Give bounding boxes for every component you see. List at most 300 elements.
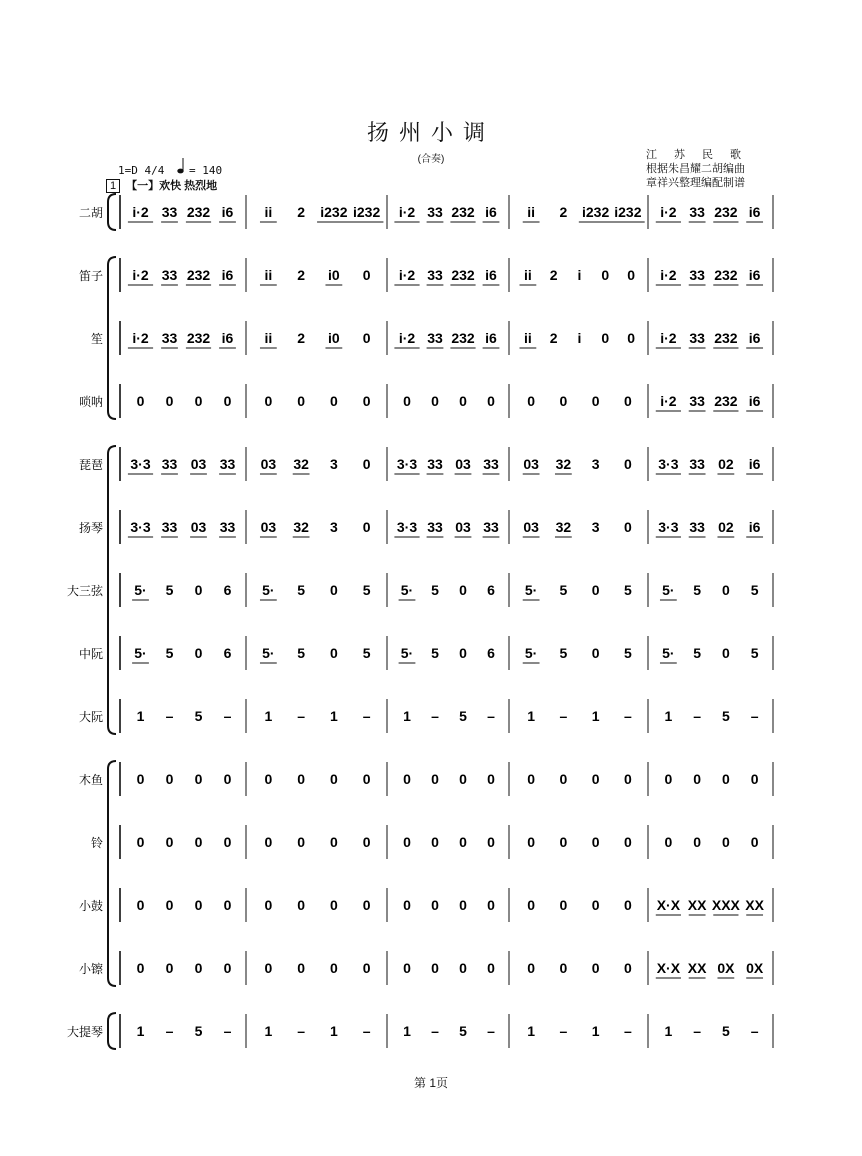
note-token: i·2	[660, 330, 677, 346]
note-token: 02	[718, 519, 734, 535]
note-token: 0	[194, 897, 203, 913]
note-token: ii	[264, 267, 273, 283]
note-token: i·2	[660, 393, 677, 409]
instrument-label: 大阮	[78, 710, 103, 724]
note-token: 5·	[134, 645, 147, 661]
note-token: i·2	[660, 204, 677, 220]
note-token: 3	[591, 456, 600, 472]
note-token: 0	[165, 393, 174, 409]
note-token: 0	[297, 960, 306, 976]
note-token: 3·3	[658, 519, 679, 535]
note-token: 0	[527, 897, 536, 913]
note-token: 33	[219, 456, 236, 472]
note-token: ii	[264, 330, 273, 346]
note-token: 0	[459, 393, 467, 409]
note-token: 33	[689, 330, 705, 346]
note-token: 0	[329, 582, 338, 598]
note-token: 5·	[262, 582, 275, 598]
note-token: 0	[362, 519, 371, 535]
note-token: 2	[297, 267, 306, 283]
note-token: 33	[483, 456, 499, 472]
note-token: ii	[524, 330, 532, 346]
note-token: 0	[527, 960, 536, 976]
note-token: 5·	[400, 582, 414, 598]
rehearsal-marking: 【一】欢快 热烈地	[126, 180, 218, 192]
note-token: 0	[487, 834, 495, 850]
note-token: 0	[431, 393, 439, 409]
note-token: 0	[329, 834, 338, 850]
note-token: 3·3	[658, 456, 679, 472]
note-token: i6	[748, 267, 761, 283]
note-token: i6	[485, 204, 497, 220]
note-token: 0	[591, 897, 600, 913]
note-token: i	[577, 267, 582, 283]
tempo-bpm: = 140	[189, 164, 223, 177]
note-token: 0X	[746, 960, 764, 976]
note-token: 232	[451, 330, 475, 346]
note-token: 0	[194, 960, 203, 976]
note-token: 33	[689, 393, 705, 409]
note-token: 5	[559, 582, 568, 598]
note-token: 0	[623, 834, 632, 850]
note-token: 0	[601, 330, 610, 346]
note-token: 0	[459, 582, 467, 598]
note-token: 0	[623, 456, 632, 472]
note-token: 0	[362, 834, 371, 850]
note-token: 0	[264, 771, 273, 787]
note-token: 0	[136, 771, 145, 787]
note-token: 33	[161, 519, 178, 535]
note-token: 0	[264, 897, 273, 913]
note-token: 0	[459, 897, 467, 913]
note-token: –	[693, 708, 702, 724]
note-token: 03	[190, 519, 207, 535]
note-token: 5	[362, 582, 371, 598]
note-token: 0	[264, 393, 273, 409]
note-token: 1	[591, 708, 600, 724]
credit-arranger: 根据朱昌耀二胡编曲	[646, 163, 745, 175]
note-token: 232	[714, 330, 738, 346]
note-token: i	[577, 330, 582, 346]
note-token: 33	[689, 204, 705, 220]
note-token: i·2	[132, 204, 149, 220]
note-token: 0	[459, 834, 467, 850]
note-token: i0	[328, 330, 340, 346]
note-token: 0X	[717, 960, 735, 976]
note-token: 5	[431, 645, 439, 661]
score-title: 扬州小调	[366, 121, 495, 146]
note-token: 0	[487, 393, 495, 409]
note-token: 0	[721, 771, 730, 787]
note-token: 1	[664, 1023, 673, 1039]
note-token: 0	[591, 645, 600, 661]
note-token: 0	[459, 645, 467, 661]
note-token: 0	[297, 771, 306, 787]
note-token: 33	[427, 267, 443, 283]
note-token: 0	[627, 267, 635, 283]
note-token: 0	[329, 960, 338, 976]
note-token: 0	[431, 897, 439, 913]
note-token: –	[431, 708, 439, 724]
note-token: 0	[403, 771, 411, 787]
note-token: 3	[329, 456, 338, 472]
note-token: 5	[297, 582, 306, 598]
note-token: 33	[161, 204, 178, 220]
note-token: 0	[403, 897, 411, 913]
note-token: ii	[264, 204, 273, 220]
instrument-label: 小鼓	[78, 899, 103, 913]
note-token: 0	[459, 771, 467, 787]
instrument-label: 大提琴	[66, 1025, 103, 1039]
note-token: 6	[223, 645, 232, 661]
note-token: 0	[223, 771, 232, 787]
note-token: 0	[750, 834, 759, 850]
note-token: 1	[527, 1023, 536, 1039]
note-token: XX	[745, 897, 764, 913]
note-token: 0	[664, 771, 673, 787]
note-token: 32	[555, 519, 572, 535]
note-token: 3	[591, 519, 600, 535]
instrument-label: 琵琶	[78, 458, 103, 472]
instrument-label: 大三弦	[66, 584, 103, 598]
note-token: 5·	[134, 582, 147, 598]
note-token: 0	[403, 834, 411, 850]
note-token: 0	[194, 771, 203, 787]
note-token: 0	[591, 834, 600, 850]
note-token: 3·3	[396, 519, 418, 535]
note-token: 0	[136, 897, 145, 913]
note-token: 0	[591, 771, 600, 787]
note-token: 5·	[400, 645, 414, 661]
note-token: 232	[451, 204, 475, 220]
note-token: 0	[559, 897, 568, 913]
note-token: 5·	[524, 645, 538, 661]
note-token: 0	[297, 393, 306, 409]
note-token: 2	[297, 204, 306, 220]
note-token: –	[362, 1023, 371, 1039]
note-token: 0	[136, 393, 145, 409]
note-token: 5	[623, 582, 632, 598]
note-token: 232	[186, 204, 211, 220]
instrument-label: 铃	[90, 836, 103, 850]
note-token: 0	[459, 960, 467, 976]
note-token: 0	[431, 960, 439, 976]
note-token: 33	[427, 330, 443, 346]
note-token: 5	[750, 582, 759, 598]
note-token: –	[693, 1023, 702, 1039]
note-token: 3·3	[130, 519, 151, 535]
note-token: 0	[623, 897, 632, 913]
note-token: i6	[748, 456, 761, 472]
note-token: 5·	[662, 645, 675, 661]
note-token: 33	[689, 456, 705, 472]
note-token: 0	[223, 393, 232, 409]
note-token: –	[165, 1023, 174, 1039]
note-token: 0	[362, 897, 371, 913]
note-token: i·2	[398, 204, 416, 220]
instrument-label: 二胡	[78, 206, 103, 220]
note-token: 33	[219, 519, 236, 535]
note-token: –	[223, 708, 232, 724]
note-token: i6	[748, 519, 761, 535]
note-token: 03	[455, 519, 471, 535]
note-token: ii	[527, 204, 536, 220]
group-bracket	[108, 761, 116, 986]
note-token: 1	[403, 1023, 411, 1039]
note-token: 0	[527, 771, 536, 787]
note-token: 0	[559, 834, 568, 850]
note-token: 32	[293, 519, 309, 535]
note-token: 0	[362, 330, 371, 346]
note-token: 0	[194, 645, 203, 661]
instrument-label: 唢呐	[78, 395, 103, 409]
note-token: 1	[136, 1023, 145, 1039]
note-token: –	[297, 708, 306, 724]
note-token: –	[362, 708, 371, 724]
note-token: 6	[487, 645, 495, 661]
note-token: i6	[221, 267, 234, 283]
note-token: 0	[297, 897, 306, 913]
note-token: 1	[403, 708, 411, 724]
note-token: 2	[297, 330, 306, 346]
note-token: 0	[693, 834, 702, 850]
note-token: 03	[260, 456, 277, 472]
note-token: 0	[329, 393, 338, 409]
note-token: 0	[623, 960, 632, 976]
note-token: 33	[483, 519, 499, 535]
note-token: 0	[721, 834, 730, 850]
note-token: i232	[353, 204, 381, 220]
note-token: 0	[362, 393, 371, 409]
note-token: 5	[459, 708, 467, 724]
note-token: 0	[559, 771, 568, 787]
note-token: 1	[264, 708, 273, 724]
note-token: 5	[721, 708, 730, 724]
note-token: 03	[523, 456, 539, 472]
note-token: 0	[264, 960, 273, 976]
note-token: 33	[689, 267, 705, 283]
note-token: 0	[329, 771, 338, 787]
note-token: 232	[186, 330, 211, 346]
note-token: 0	[264, 834, 273, 850]
note-token: XX	[687, 897, 707, 913]
note-token: i·2	[398, 267, 416, 283]
note-token: 5·	[662, 582, 675, 598]
note-token: –	[559, 708, 568, 724]
note-token: 5	[559, 645, 568, 661]
credit-editor: 章祥兴整理编配制谱	[646, 177, 745, 189]
note-token: i232	[582, 204, 610, 220]
note-token: 0	[223, 834, 232, 850]
group-bracket	[108, 194, 116, 230]
note-token: –	[623, 708, 632, 724]
note-token: 0	[431, 771, 439, 787]
note-token: –	[487, 708, 495, 724]
rehearsal-number: 1	[106, 179, 120, 193]
note-token: –	[487, 1023, 495, 1039]
note-token: 02	[718, 456, 734, 472]
note-token: 0	[487, 960, 495, 976]
note-token: 33	[427, 204, 443, 220]
group-bracket	[108, 1013, 116, 1049]
note-token: i·2	[132, 267, 149, 283]
note-token: 33	[161, 267, 178, 283]
note-token: i6	[748, 204, 761, 220]
note-token: 0	[329, 645, 338, 661]
note-token: 0	[601, 267, 610, 283]
instrument-label: 笛子	[78, 269, 103, 283]
note-token: 0	[559, 393, 568, 409]
note-token: 1	[591, 1023, 600, 1039]
note-token: 0	[194, 834, 203, 850]
note-token: 5	[721, 1023, 730, 1039]
note-token: 232	[186, 267, 211, 283]
note-token: –	[559, 1023, 568, 1039]
note-token: 0	[750, 771, 759, 787]
note-token: 0	[223, 960, 232, 976]
page-number: 第 1页	[413, 1076, 448, 1090]
note-token: 0	[627, 330, 635, 346]
note-token: 5	[693, 645, 702, 661]
note-token: X·X	[656, 960, 681, 976]
instrument-label: 笙	[90, 332, 103, 346]
note-token: 0	[297, 834, 306, 850]
note-token: i6	[221, 330, 234, 346]
note-token: i·2	[398, 330, 416, 346]
note-token: 0	[362, 456, 371, 472]
note-token: 0	[527, 834, 536, 850]
note-token: 5	[194, 1023, 203, 1039]
note-token: 5	[194, 708, 203, 724]
note-token: 0	[591, 582, 600, 598]
note-token: 32	[555, 456, 572, 472]
note-token: 0	[194, 393, 203, 409]
note-token: 0	[165, 771, 174, 787]
note-token: 0	[165, 834, 174, 850]
note-token: –	[297, 1023, 306, 1039]
note-token: 1	[527, 708, 536, 724]
note-token: 0	[223, 897, 232, 913]
note-token: 5	[165, 645, 174, 661]
note-token: 3·3	[130, 456, 151, 472]
note-token: 0	[693, 771, 702, 787]
note-token: 0	[664, 834, 673, 850]
note-token: 1	[329, 1023, 338, 1039]
note-token: 1	[329, 708, 338, 724]
note-token: 0	[362, 960, 371, 976]
note-token: 33	[161, 330, 178, 346]
note-token: XX	[687, 960, 707, 976]
note-token: 232	[451, 267, 475, 283]
note-token: 0	[194, 582, 203, 598]
note-token: ii	[524, 267, 532, 283]
note-token: 33	[689, 519, 705, 535]
group-bracket	[108, 446, 116, 734]
note-token: 2	[549, 330, 558, 346]
note-token: 5·	[524, 582, 538, 598]
note-token: 03	[260, 519, 277, 535]
note-token: 6	[487, 582, 495, 598]
note-token: 5·	[262, 645, 275, 661]
instrument-label: 中阮	[78, 647, 103, 661]
note-token: 232	[714, 393, 738, 409]
note-token: 3	[329, 519, 338, 535]
note-token: –	[223, 1023, 232, 1039]
note-token: i6	[748, 393, 761, 409]
note-token: 0	[431, 834, 439, 850]
note-token: 0	[487, 897, 495, 913]
note-token: –	[623, 1023, 632, 1039]
note-token: i6	[748, 330, 761, 346]
note-token: 0	[329, 897, 338, 913]
note-token: 5	[750, 645, 759, 661]
note-token: –	[431, 1023, 439, 1039]
note-token: 0	[403, 393, 411, 409]
note-token: 33	[427, 519, 443, 535]
note-token: 1	[664, 708, 673, 724]
note-token: 6	[223, 582, 232, 598]
note-token: 0	[591, 393, 600, 409]
note-token: X·X	[656, 897, 681, 913]
note-token: 33	[161, 456, 178, 472]
note-token: 5	[362, 645, 371, 661]
note-token: 0	[721, 645, 730, 661]
instrument-label: 扬琴	[78, 521, 103, 535]
note-token: 33	[427, 456, 443, 472]
note-token: i·2	[660, 267, 677, 283]
note-token: 0	[362, 267, 371, 283]
note-token: 5	[297, 645, 306, 661]
note-token: –	[750, 1023, 759, 1039]
note-token: i232	[320, 204, 348, 220]
note-token: 5	[165, 582, 174, 598]
note-token: 0	[591, 960, 600, 976]
note-token: 32	[293, 456, 309, 472]
note-token: 0	[623, 771, 632, 787]
note-token: 2	[549, 267, 558, 283]
note-token: 5	[431, 582, 439, 598]
note-token: 1	[136, 708, 145, 724]
note-token: 03	[523, 519, 539, 535]
note-token: 0	[165, 897, 174, 913]
note-token: 0	[487, 771, 495, 787]
note-token: i0	[328, 267, 340, 283]
time-signature: 4/4	[144, 164, 165, 177]
note-token: 0	[165, 960, 174, 976]
note-token: 3·3	[396, 456, 418, 472]
note-token: 232	[714, 267, 738, 283]
note-token: 5	[693, 582, 702, 598]
key-signature: 1=D	[118, 164, 138, 177]
note-token: 0	[136, 834, 145, 850]
note-token: 5	[623, 645, 632, 661]
note-token: –	[750, 708, 759, 724]
note-token: 03	[455, 456, 471, 472]
note-token: 0	[623, 519, 632, 535]
note-token: 0	[527, 393, 536, 409]
note-token: 2	[559, 204, 568, 220]
note-token: 0	[362, 771, 371, 787]
note-token: –	[165, 708, 174, 724]
note-token: XXX	[711, 897, 740, 913]
note-token: i6	[221, 204, 234, 220]
note-token: i·2	[132, 330, 149, 346]
note-token: i232	[614, 204, 642, 220]
note-token: 0	[623, 393, 632, 409]
note-token: i6	[485, 330, 497, 346]
instrument-label: 木鱼	[78, 773, 103, 787]
note-token: 1	[264, 1023, 273, 1039]
